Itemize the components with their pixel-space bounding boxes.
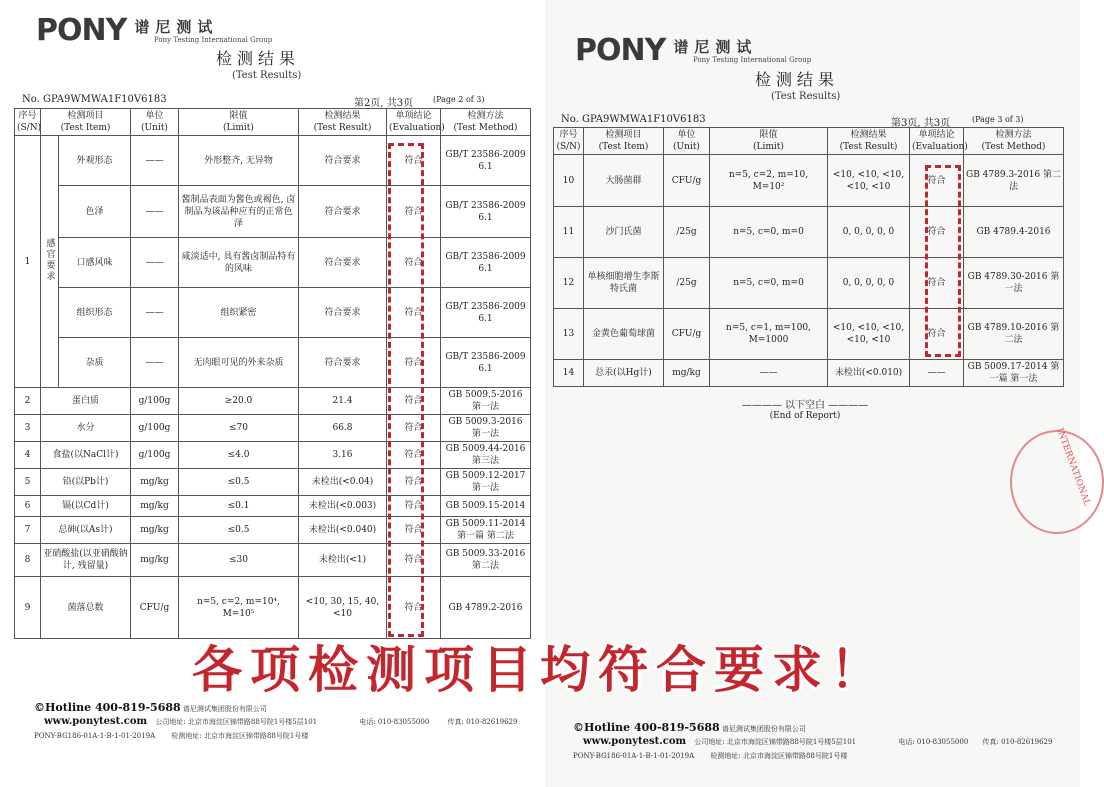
cell-eval: 符合 — [387, 388, 441, 415]
header-en: (Unit) — [673, 142, 700, 152]
cell-sn: 11 — [554, 207, 584, 258]
lab-address: 检测地址: 北京市海淀区锦带路88号院1号楼 — [171, 732, 309, 740]
cell-item: 沙门氏菌 — [584, 207, 664, 258]
cell-unit: —— — [131, 338, 179, 388]
website: www.ponytest.com — [44, 716, 148, 727]
cell-unit: —— — [131, 238, 179, 288]
cell-group — [41, 136, 59, 388]
cell-method: GB 5009.44-2016 第三法 — [441, 442, 531, 469]
phone: 电话: 010-83055000 — [898, 738, 969, 746]
cell-eval: 符合 — [387, 338, 441, 388]
cell-limit: 咸淡适中, 具有酱卤制品特有的风味 — [179, 238, 299, 288]
header-en: (Limit) — [753, 142, 784, 152]
header-cn: 检测结果 — [324, 111, 361, 121]
results-table — [14, 108, 531, 639]
table-row — [554, 155, 1064, 207]
header-cn: 序号 — [18, 111, 37, 121]
cell-limit: n=5, c=1, m=100, M=1000 — [710, 309, 828, 360]
cell-limit: ≤0.1 — [179, 496, 299, 517]
cell-unit: —— — [131, 186, 179, 238]
cell-limit: 组织紧密 — [179, 288, 299, 338]
logo-en: Pony Testing International Group — [693, 56, 812, 64]
cell-result: 符合要求 — [299, 338, 387, 388]
official-seal — [1010, 426, 1104, 534]
table-row — [15, 288, 531, 338]
logo-mark: PONY — [36, 13, 127, 48]
page-title-en: (Test Results) — [771, 91, 841, 102]
cell-method: GB/T 23586-2009 6.1 — [441, 238, 531, 288]
cell-limit: ≤30 — [179, 544, 299, 577]
cell-eval: 符合 — [387, 544, 441, 577]
page-number-en: (Page 2 of 3) — [433, 95, 485, 104]
cell-unit: CFU/g — [664, 155, 710, 207]
cell-result: <10, <10, <10, <10, <10 — [828, 155, 910, 207]
cell-item: 蛋白质 — [41, 388, 131, 415]
cell-method: GB 5009.15-2014 — [441, 496, 531, 517]
cell-method: GB/T 23586-2009 6.1 — [441, 136, 531, 186]
cell-limit: ≥20.0 — [179, 388, 299, 415]
table-row — [15, 544, 531, 577]
cell-eval: —— — [910, 360, 964, 387]
header-en: (Test Result) — [313, 123, 372, 133]
footer — [573, 721, 1052, 761]
cell-item: 亚硝酸盐(以亚硝酸钠计, 残留量) — [41, 544, 131, 577]
cell-limit: 外形整齐, 无异物 — [179, 136, 299, 186]
header-en: (S/N) — [556, 142, 581, 152]
pony-logo — [575, 33, 812, 68]
cell-unit: —— — [131, 136, 179, 186]
cell-method: GB 4789.10-2016 第二法 — [964, 309, 1064, 360]
hotline: ©Hotline 400-819-5688 — [573, 721, 720, 734]
cell-result: 0, 0, 0, 0, 0 — [828, 258, 910, 309]
cell-result: <10, 30, 15, 40, <10 — [299, 577, 387, 639]
column-header — [710, 128, 828, 155]
cell-unit: mg/kg — [131, 469, 179, 496]
fax: 传真: 010-82619629 — [982, 738, 1053, 746]
cell-item: 色泽 — [59, 186, 131, 238]
column-header — [299, 109, 387, 136]
sensory-group-label: 感官要求 — [44, 237, 55, 282]
column-header — [15, 109, 41, 136]
column-header — [828, 128, 910, 155]
page-number-en: (Page 3 of 3) — [972, 115, 1024, 124]
phone: 电话: 010-83055000 — [359, 718, 430, 726]
header-en: (Test Method) — [453, 123, 518, 133]
seal-text: INTERNATIONAL — [1054, 426, 1092, 508]
cell-method: GB 4789.4-2016 — [964, 207, 1064, 258]
conclusion-banner: 各项检测项目均符合要求！ — [192, 641, 888, 699]
cell-method: GB/T 23586-2009 6.1 — [441, 288, 531, 338]
end-of-report: ———— 以下空白 ———— (End of Report) — [725, 396, 885, 421]
evaluation-highlight-box — [388, 143, 424, 637]
page-number-cn: 第2页, 共3页 — [354, 98, 414, 109]
cell-eval: 符合 — [387, 442, 441, 469]
cell-item: 杂质 — [59, 338, 131, 388]
page-number-cn: 第3页, 共3页 — [891, 118, 951, 129]
cell-eval: 符合 — [387, 577, 441, 639]
end-en: (End of Report) — [769, 411, 841, 421]
header-en: (Evaluation) — [912, 142, 968, 152]
cell-unit: mg/kg — [131, 517, 179, 544]
cell-sn: 14 — [554, 360, 584, 387]
cell-eval: 符合 — [387, 517, 441, 544]
evaluation-highlight-box — [925, 165, 961, 357]
cell-limit: ≤4.0 — [179, 442, 299, 469]
cell-eval: 符合 — [387, 238, 441, 288]
cell-result: 未检出(<0.010) — [828, 360, 910, 387]
cell-sn: 7 — [15, 517, 41, 544]
column-header — [387, 109, 445, 136]
cell-sn: 10 — [554, 155, 584, 207]
cell-limit: ≤70 — [179, 415, 299, 442]
cell-limit: 无肉眼可见的外来杂质 — [179, 338, 299, 388]
table-row — [15, 517, 531, 544]
cell-unit: mg/kg — [131, 496, 179, 517]
cell-method: GB 5009.5-2016 第一法 — [441, 388, 531, 415]
column-header — [664, 128, 710, 155]
cell-result: 未检出(<1) — [299, 544, 387, 577]
cell-sn: 3 — [15, 415, 41, 442]
table-row — [15, 577, 531, 639]
form-code: PONY-BG186-01A-1-B-1-01-2019A — [573, 752, 695, 760]
cell-eval: 符合 — [387, 415, 441, 442]
pony-logo — [36, 13, 273, 48]
cell-item: 总汞(以Hg计) — [584, 360, 664, 387]
logo-cn: 谱尼测试 — [134, 18, 219, 36]
cell-sn: 4 — [15, 442, 41, 469]
cell-unit: g/100g — [131, 388, 179, 415]
cell-method: GB/T 23586-2009 6.1 — [441, 338, 531, 388]
company-name: 谱尼测试集团股份有限公司 — [182, 705, 267, 713]
cell-method: GB 5009.3-2016 第一法 — [441, 415, 531, 442]
cell-limit: 酱制品表面为酱色或褐色, 卤制品为该品种应有的正常色泽 — [179, 186, 299, 238]
company-address: 公司地址: 北京市海淀区锦带路88号院1号楼5层101 — [155, 718, 318, 726]
header-cn: 序号 — [559, 130, 578, 140]
cell-method: GB 5009.17-2014 第一篇 第一法 — [964, 360, 1064, 387]
cell-item: 总砷(以As计) — [41, 517, 131, 544]
table-row — [15, 136, 531, 186]
table-row — [15, 186, 531, 238]
table-row — [15, 238, 531, 288]
logo-en: Pony Testing International Group — [154, 36, 273, 44]
cell-method: GB/T 23586-2009 6.1 — [441, 186, 531, 238]
cell-result: 0, 0, 0, 0, 0 — [828, 207, 910, 258]
cell-unit: mg/kg — [131, 544, 179, 577]
column-header — [584, 128, 664, 155]
cell-result: 未检出(<0.04) — [299, 469, 387, 496]
cell-result: <10, <10, <10, <10, <10 — [828, 309, 910, 360]
cell-eval: 符合 — [910, 309, 964, 360]
table-row — [554, 360, 1064, 387]
cell-unit: CFU/g — [131, 577, 179, 639]
cell-item: 组织形态 — [59, 288, 131, 338]
header-cn: 限值 — [759, 130, 778, 140]
table-row — [554, 309, 1064, 360]
table-row — [15, 496, 531, 517]
cell-eval: 符合 — [387, 288, 441, 338]
cell-eval: 符合 — [910, 258, 964, 309]
table-row — [15, 415, 531, 442]
results-table — [553, 127, 1064, 387]
table-row — [15, 442, 531, 469]
cell-method: GB 4789.2-2016 — [441, 577, 531, 639]
page-title-cn: 检测结果 — [216, 49, 301, 68]
end-cn: 以下空白 — [785, 400, 825, 411]
header-en: (Test Result) — [839, 142, 898, 152]
cell-method: GB 5009.11-2014 第一篇 第二法 — [441, 517, 531, 544]
form-code: PONY-BG186-01A-1-B-1-01-2019A — [34, 732, 156, 740]
page-title-en: (Test Results) — [232, 70, 302, 81]
cell-sn: 13 — [554, 309, 584, 360]
cell-item: 食盐(以NaCl计) — [41, 442, 131, 469]
column-header — [131, 109, 179, 136]
column-header — [554, 128, 584, 155]
cell-unit: g/100g — [131, 442, 179, 469]
cell-result: 符合要求 — [299, 238, 387, 288]
company-name: 谱尼测试集团股份有限公司 — [721, 725, 806, 733]
header-en: (Limit) — [223, 123, 254, 133]
table-row — [554, 258, 1064, 309]
cell-item: 铅(以Pb计) — [41, 469, 131, 496]
report-number: No. GPA9WMWA1F10V6183 — [22, 94, 167, 105]
header-cn: 限值 — [229, 111, 248, 121]
header-cn: 检测方法 — [467, 111, 504, 121]
footer — [34, 701, 517, 741]
header-cn: 检测项目 — [67, 111, 104, 121]
cell-item: 大肠菌群 — [584, 155, 664, 207]
header-cn: 单项结论 — [918, 130, 955, 140]
cell-result: 3.16 — [299, 442, 387, 469]
cell-eval: 符合 — [387, 186, 441, 238]
cell-sn: 8 — [15, 544, 41, 577]
header-en: (Test Method) — [981, 142, 1046, 152]
cell-sn: 5 — [15, 469, 41, 496]
column-header — [41, 109, 131, 136]
cell-eval: 符合 — [387, 136, 441, 186]
cell-item: 菌落总数 — [41, 577, 131, 639]
cell-method: GB 4789.3-2016 第二法 — [964, 155, 1064, 207]
cell-unit: mg/kg — [664, 360, 710, 387]
cell-sn: 1 — [15, 136, 41, 388]
table-row — [554, 207, 1064, 258]
page-title-cn: 检测结果 — [755, 70, 840, 89]
cell-unit: /25g — [664, 207, 710, 258]
header-cn: 检测方法 — [995, 130, 1032, 140]
cell-sn: 2 — [15, 388, 41, 415]
cell-result: 66.8 — [299, 415, 387, 442]
header-cn: 单位 — [677, 130, 696, 140]
logo-mark: PONY — [575, 33, 666, 68]
cell-unit: /25g — [664, 258, 710, 309]
cell-limit: n=5, c=0, m=0 — [710, 258, 828, 309]
header-en: (Unit) — [141, 123, 168, 133]
header-en: (S/N) — [17, 123, 42, 133]
cell-limit: n=5, c=2, m=10, M=10² — [710, 155, 828, 207]
cell-limit: ≤0.5 — [179, 469, 299, 496]
cell-item: 金黄色葡萄球菌 — [584, 309, 664, 360]
cell-result: 符合要求 — [299, 136, 387, 186]
cell-item: 水分 — [41, 415, 131, 442]
cell-result: 符合要求 — [299, 186, 387, 238]
cell-result: 未检出(<0.040) — [299, 517, 387, 544]
cell-method: GB 5009.33-2016 第二法 — [441, 544, 531, 577]
cell-sn: 6 — [15, 496, 41, 517]
cell-limit: —— — [710, 360, 828, 387]
cell-item: 镉(以Cd计) — [41, 496, 131, 517]
hotline: ©Hotline 400-819-5688 — [34, 701, 181, 714]
column-header — [910, 128, 968, 155]
column-header — [441, 109, 531, 136]
logo-cn: 谱尼测试 — [673, 38, 758, 56]
cell-result: 21.4 — [299, 388, 387, 415]
cell-limit: ≤0.5 — [179, 517, 299, 544]
table-row — [15, 338, 531, 388]
cell-limit: n=5, c=2, m=10⁴, M=10⁵ — [179, 577, 299, 639]
cell-item: 单核细胞增生李斯特氏菌 — [584, 258, 664, 309]
lab-address: 检测地址: 北京市海淀区锦带路88号院1号楼 — [710, 752, 848, 760]
table-row — [15, 388, 531, 415]
header-en: (Test Item) — [60, 123, 111, 133]
header-cn: 检测结果 — [850, 130, 887, 140]
cell-eval: 符合 — [910, 207, 964, 258]
cell-result: 符合要求 — [299, 288, 387, 338]
cell-item: 口感风味 — [59, 238, 131, 288]
cell-limit: n=5, c=0, m=0 — [710, 207, 828, 258]
cell-item: 外观形态 — [59, 136, 131, 186]
company-address: 公司地址: 北京市海淀区锦带路88号院1号楼5层101 — [694, 738, 857, 746]
header-cn: 检测项目 — [605, 130, 642, 140]
cell-unit: g/100g — [131, 415, 179, 442]
column-header — [179, 109, 299, 136]
cell-unit: CFU/g — [664, 309, 710, 360]
header-cn: 单项结论 — [395, 111, 432, 121]
cell-unit: —— — [131, 288, 179, 338]
fax: 传真: 010-82619629 — [447, 718, 518, 726]
table-row — [15, 469, 531, 496]
cell-result: 未检出(<0.003) — [299, 496, 387, 517]
header-en: (Test Item) — [598, 142, 649, 152]
website: www.ponytest.com — [583, 736, 687, 747]
cell-eval: 符合 — [387, 496, 441, 517]
header-cn: 单位 — [145, 111, 164, 121]
cell-method: GB 5009.12-2017 第一法 — [441, 469, 531, 496]
cell-method: GB 4789.30-2016 第一法 — [964, 258, 1064, 309]
cell-sn: 9 — [15, 577, 41, 639]
column-header — [964, 128, 1064, 155]
report-number: No. GPA9WMWA1F10V6183 — [561, 114, 706, 125]
cell-eval: 符合 — [387, 469, 441, 496]
cell-sn: 12 — [554, 258, 584, 309]
header-en: (Evaluation) — [389, 123, 445, 133]
cell-eval: 符合 — [910, 155, 964, 207]
